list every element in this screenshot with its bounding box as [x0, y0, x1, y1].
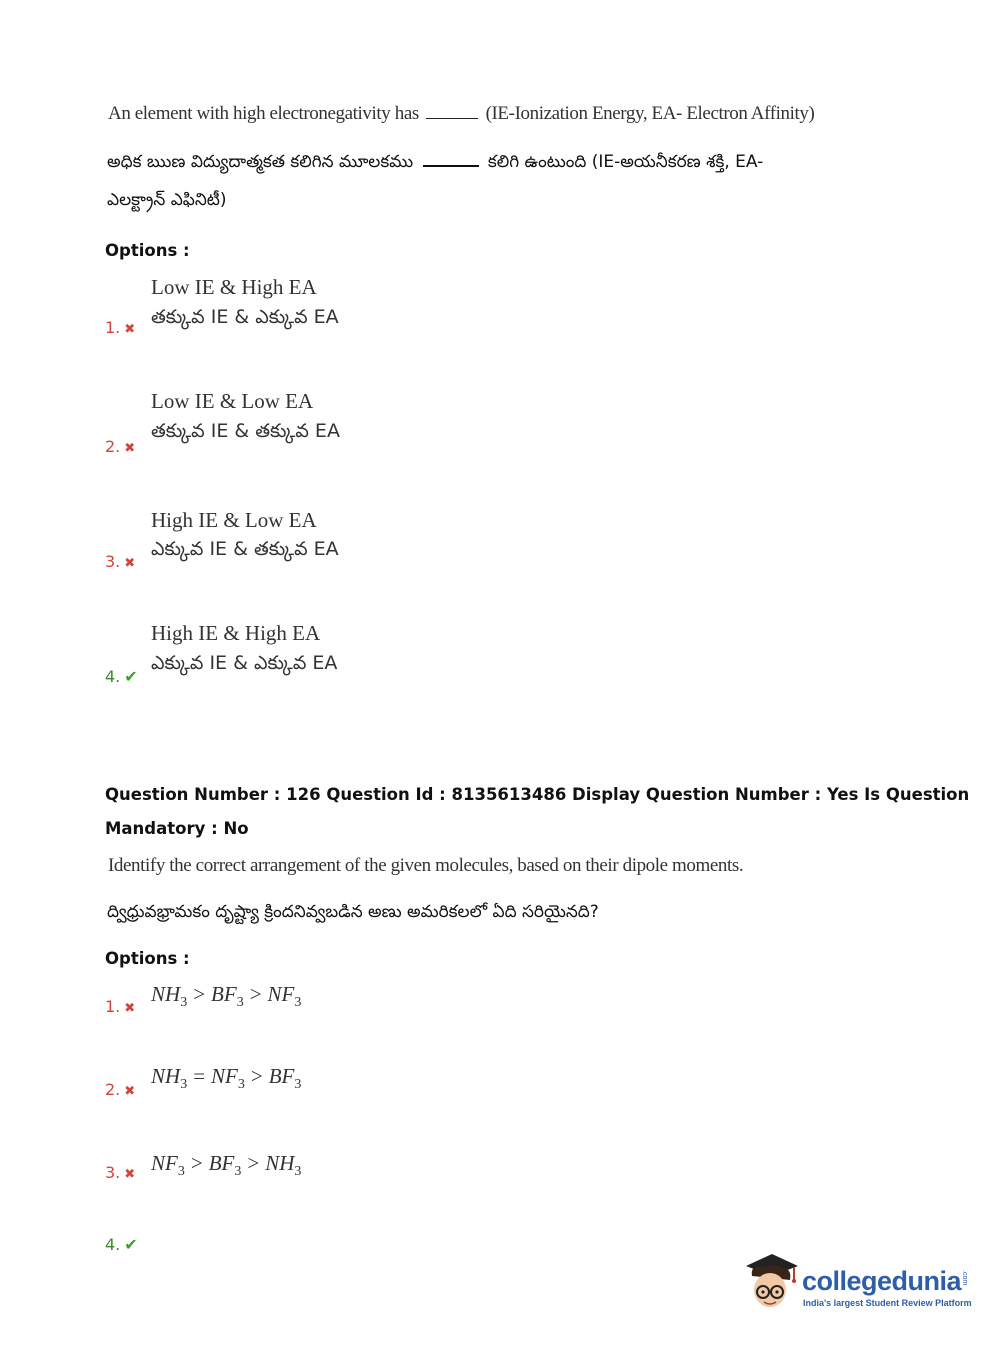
q126-english-text: Identify the correct arrangement of the given molecules, based on their dipole moments. [108, 855, 744, 876]
options-label: Options : [105, 949, 190, 968]
cross-icon: ✖ [124, 1084, 136, 1099]
cross-icon: ✖ [124, 441, 136, 456]
option-number: 1. [105, 997, 121, 1016]
molecule-subscript: 3 [237, 1077, 245, 1093]
q125-option-1-number [105, 318, 135, 337]
molecule-subscript: 3 [234, 1164, 242, 1180]
q125-option-3-english: High IE & Low EA [151, 508, 317, 532]
molecule-symbol: NF [267, 982, 295, 1006]
q125-option-4-number [105, 667, 138, 686]
cross-icon: ✖ [124, 1001, 136, 1016]
q125-english-text [108, 103, 814, 125]
q126-option-2-number [105, 1080, 135, 1099]
option-number: 3. [105, 552, 121, 571]
q125-english-part1: An element with high electronegativity has [108, 103, 419, 124]
molecule-symbol: NF [151, 1151, 178, 1175]
q125-option-3-number [105, 552, 135, 571]
cross-icon: ✖ [124, 322, 136, 337]
math-operator: > [247, 1151, 260, 1175]
option-number: 2. [105, 437, 121, 456]
option-number: 3. [105, 1163, 121, 1182]
q125-option-1-telugu: తక్కువ IE & ఎక్కువ EA [151, 306, 339, 328]
q126-meta-line1: Question Number : 126 Question Id : 8135613486 Display Question Number : Yes Is Question [105, 785, 970, 804]
q125-option-2-english: Low IE & Low EA [151, 389, 314, 413]
checkmark-icon: ✔ [124, 1235, 138, 1254]
molecule-symbol: BF [208, 1151, 235, 1175]
q126-option-4-number [105, 1235, 138, 1254]
cross-icon: ✖ [124, 1167, 136, 1182]
option-number: 2. [105, 1080, 121, 1099]
checkmark-icon: ✔ [124, 667, 138, 686]
q125-option-4-english: High IE & High EA [151, 621, 321, 645]
q126-option-3-formula [151, 1151, 301, 1180]
mascot-icon [742, 1250, 802, 1312]
math-operator: = [193, 1064, 206, 1088]
molecule-subscript: 3 [177, 1164, 185, 1180]
molecule-symbol: NH [151, 1064, 181, 1088]
q126-meta-line2: Mandatory : No [105, 819, 249, 838]
logo-wordmark: collegedunia [802, 1266, 962, 1296]
q126-option-1-number [105, 997, 135, 1016]
math-operator: > [249, 982, 262, 1006]
molecule-subscript: 3 [236, 995, 244, 1011]
q125-option-3-telugu: ఎక్కువ IE & తక్కువ EA [151, 538, 339, 560]
q125-english-part2: (IE-Ionization Energy, EA- Electron Affinity) [485, 103, 815, 124]
molecule-symbol: NH [265, 1151, 295, 1175]
q125-option-1-english: Low IE & High EA [151, 275, 317, 299]
q125-telugu-part2: కలిగి ఉంటుంది (IE-అయనీకరణ శక్తి, EA- [487, 152, 764, 172]
molecule-subscript: 3 [180, 1077, 188, 1093]
q125-telugu-text [107, 152, 763, 176]
q126-option-2-formula [151, 1064, 301, 1093]
cross-icon: ✖ [124, 556, 136, 571]
option-number: 4. [105, 1235, 121, 1254]
molecule-symbol: BF [211, 982, 237, 1006]
math-operator: > [250, 1064, 263, 1088]
q125-option-2-number [105, 437, 135, 456]
q125-telugu-line2: ఎలక్ట్రాన్ ఎఫినిటీ) [107, 190, 227, 210]
q126-option-3-number [105, 1163, 135, 1182]
logo-suffix: .com [961, 1270, 968, 1286]
molecule-symbol: NF [211, 1064, 238, 1088]
q125-telugu-part1: అధిక ఋణ విద్యుదాత్మకత కలిగిన మూలకము [107, 152, 414, 172]
options-label: Options : [105, 241, 190, 260]
molecule-subscript: 3 [180, 995, 188, 1011]
q126-option-1-formula [151, 982, 301, 1011]
q125-option-2-telugu: తక్కువ IE & తక్కువ EA [151, 420, 340, 442]
molecule-subscript: 3 [294, 1164, 302, 1180]
option-number: 4. [105, 667, 121, 686]
molecule-symbol: BF [268, 1064, 295, 1088]
logo-tagline: India's largest Student Review Platform [803, 1298, 972, 1308]
q126-telugu-text: ద్విధ్రువభ్రామకం దృష్ట్యా క్రిందనివ్వబడిన అణు అమరికలలో ఏది సరియైనది? [107, 902, 599, 922]
molecule-subscript: 3 [294, 1077, 302, 1093]
molecule-symbol: NH [151, 982, 181, 1006]
fill-blank [426, 118, 478, 119]
math-operator: > [193, 982, 206, 1006]
collegedunia-logo [742, 1250, 972, 1314]
fill-blank [423, 165, 479, 167]
option-number: 1. [105, 318, 121, 337]
math-operator: > [190, 1151, 203, 1175]
molecule-subscript: 3 [294, 995, 302, 1011]
q125-option-4-telugu: ఎక్కువ IE & ఎక్కువ EA [151, 652, 338, 674]
